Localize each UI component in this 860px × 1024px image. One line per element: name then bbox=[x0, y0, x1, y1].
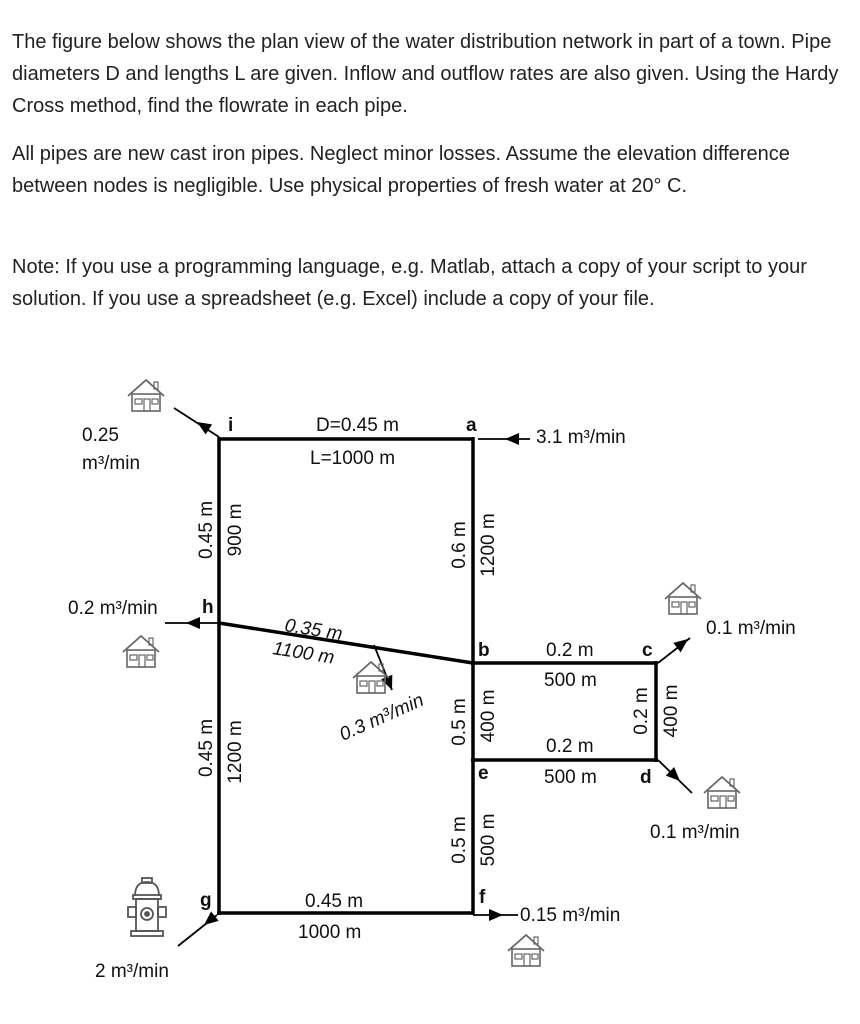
node-e-label: e bbox=[478, 763, 489, 784]
node-i-label: i bbox=[228, 415, 234, 436]
arrowhead-icon bbox=[186, 617, 200, 629]
pipe-be-length: 400 m bbox=[478, 689, 499, 743]
fire-hydrant-icon bbox=[128, 878, 166, 936]
pipe-hg-diameter: 0.45 m bbox=[196, 718, 217, 778]
problem-paragraph-1: The figure below shows the plan view of the water distribution network in part of a town. Pipe diameters D and lengths L are given. Inflow and outflow rates are also given. Using the Hardy Cross method, find the flowrate in each pipe. bbox=[12, 31, 839, 117]
node-b-label: b bbox=[478, 640, 490, 661]
flow-labels bbox=[68, 425, 796, 982]
node-h-label: h bbox=[202, 597, 214, 618]
arrowhead-icon bbox=[505, 433, 519, 445]
flow-g-label: 2 m³/min bbox=[95, 961, 169, 982]
house-icon bbox=[508, 935, 544, 966]
house-icon bbox=[123, 636, 159, 667]
pipe-cd-diameter: 0.2 m bbox=[631, 687, 652, 735]
house-icon bbox=[665, 583, 701, 614]
pipe-ia-length: L=1000 m bbox=[310, 448, 396, 469]
flow-a-label: 3.1 m³/min bbox=[536, 427, 626, 448]
node-c-label: c bbox=[642, 640, 653, 661]
flow-c-label: 0.1 m³/min bbox=[706, 618, 796, 639]
flow-i-value: 0.25 bbox=[82, 425, 119, 446]
flow-arrows bbox=[165, 408, 692, 946]
flow-f-label: 0.15 m³/min bbox=[520, 905, 621, 926]
pipe-hb-length: 1100 m bbox=[271, 638, 336, 669]
pipe-ef-diameter: 0.5 m bbox=[449, 816, 470, 864]
pipe-ab-diameter: 0.6 m bbox=[449, 521, 470, 569]
pipe-bc-length: 500 m bbox=[544, 670, 597, 691]
pipe-ih-length: 900 m bbox=[225, 503, 246, 557]
flow-d-label: 0.1 m³/min bbox=[650, 822, 740, 843]
house-icon bbox=[128, 380, 164, 411]
pipe-hb bbox=[219, 623, 473, 663]
node-g-label: g bbox=[200, 890, 212, 911]
flow-i-unit: m³/min bbox=[82, 453, 141, 474]
pipe-labels bbox=[196, 415, 682, 943]
arrowhead-icon bbox=[194, 417, 212, 435]
pipe-ed-diameter: 0.2 m bbox=[546, 736, 594, 757]
pipe-ef-length: 500 m bbox=[478, 813, 499, 867]
pipe-ed-length: 500 m bbox=[544, 767, 597, 788]
pipe-ab-length: 1200 m bbox=[478, 513, 499, 577]
flow-hb-label: 0.3 m³/min bbox=[336, 689, 428, 746]
pipe-be-diameter: 0.5 m bbox=[449, 698, 470, 746]
pipe-gf-diameter: 0.45 m bbox=[305, 891, 364, 912]
pipe-bc-diameter: 0.2 m bbox=[546, 640, 594, 661]
pipe-cd-length: 400 m bbox=[661, 684, 682, 738]
demand-icons bbox=[123, 380, 740, 966]
pipe-hg-length: 1200 m bbox=[225, 720, 246, 784]
pipe-hb-diameter: 0.35 m bbox=[283, 615, 344, 646]
problem-paragraph-2: All pipes are new cast iron pipes. Neglect minor losses. Assume the elevation difference between nodes is negligible. Use physical properties of fresh water at 20° C. bbox=[12, 143, 790, 197]
pipe-ia-diameter: D=0.45 m bbox=[316, 415, 399, 436]
pipe-ih-diameter: 0.45 m bbox=[196, 500, 217, 560]
node-a-label: a bbox=[466, 415, 477, 436]
house-icon bbox=[704, 777, 740, 808]
node-d-label: d bbox=[640, 767, 652, 788]
arrowhead-icon bbox=[489, 909, 503, 921]
flow-h-label: 0.2 m³/min bbox=[68, 598, 158, 619]
flow-line-i bbox=[174, 408, 219, 437]
pipe-gf-length: 1000 m bbox=[298, 922, 362, 943]
problem-paragraph-3: Note: If you use a programming language, e.g. Matlab, attach a copy of your script to your solution. If you use a spreadsheet (e.g. Excel) include a copy of your file. bbox=[12, 256, 807, 310]
node-f-label: f bbox=[479, 887, 486, 908]
